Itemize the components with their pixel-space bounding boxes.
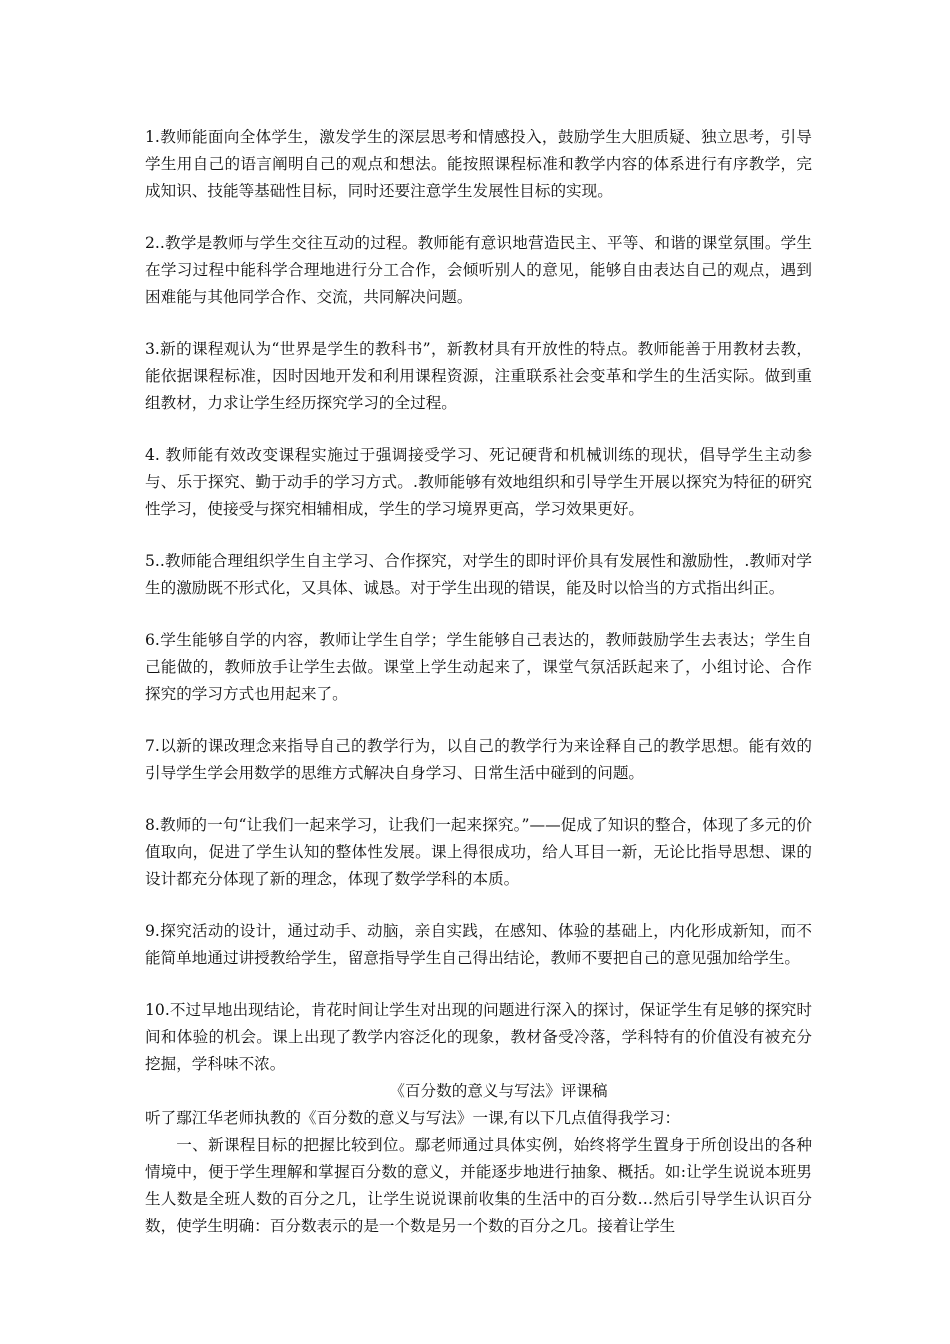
paragraph-2: 2..教学是教师与学生交往互动的过程。教师能有意识地营造民主、平等、和谐的课堂氛围。学生在学习过程中能科学合理地进行分工合作，会倾听别人的意见，能够自由表达自己的观点，遇到困难能与其他同学合作、交流，共同解决问题。 — [145, 234, 812, 306]
paragraph-6: 6.学生能够自学的内容，教师让学生自学；学生能够自己表达的，教师鼓励学生去表达；学生自己能做的，教师放手让学生去做。课堂上学生动起来了，课堂气氛活跃起来了，小组讨论、合作探究的学习方式也用起来了。 — [145, 631, 812, 703]
paragraph-5: 5..教师能合理组织学生自主学习、合作探究，对学生的即时评价具有发展性和激励性，.教师对学生的激励既不形式化，又具体、诚恳。对于学生出现的错误，能及时以恰当的方式指出纠正。 — [145, 552, 812, 597]
essay-body-paragraph: 一、新课程目标的把握比较到位。鄢老师通过具体实例，始终将学生置身于所创设出的各种情境中，便于学生理解和掌握百分数的意义，并能逐步地进行抽象、概括。如:让学生说说本班男生人数是全班人数的百分之几，让学生说说课前收集的生活中的百分数…然后引导学生认识百分数，使学生明确：百分数表示的是一个数是另一个数的百分之几。接着让学生 — [145, 1136, 812, 1235]
paragraph-1: 1.教师能面向全体学生，激发学生的深层思考和情感投入，鼓励学生大胆质疑、独立思考，引导学生用自己的语言阐明自己的观点和想法。能按照课程标准和教学内容的体系进行有序教学，完成知识、技能等基础性目标，同时还要注意学生发展性目标的实现。 — [145, 128, 812, 200]
paragraph-3: 3.新的课程观认为“世界是学生的教科书”，新教材具有开放性的特点。教师能善于用教材去教，能依据课程标准，因时因地开发和利用课程资源，注重联系社会变革和学生的生活实际。做到重组教材，力求让学生经历探究学习的全过程。 — [145, 340, 812, 412]
paragraph-4: 4. 教师能有效改变课程实施过于强调接受学习、死记硬背和机械训练的现状，倡导学生主动参与、乐于探究、勤于动手的学习方式。.教师能够有效地组织和引导学生开展以探究为特征的研究性学习，使接受与探究相辅相成，学生的学习境界更高，学习效果更好。 — [145, 446, 812, 518]
paragraph-10: 10.不过早地出现结论，肯花时间让学生对出现的问题进行深入的探讨，保证学生有足够的探究时间和体验的机会。课上出现了教学内容泛化的现象，教材备受冷落，学科特有的价值没有被充分挖掘，学科味不浓。 — [145, 1001, 812, 1073]
paragraph-7: 7.以新的课改理念来指导自己的教学行为，以自己的教学行为来诠释自己的教学思想。能有效的引导学生学会用数学的思维方式解决自身学习、日常生活中碰到的问题。 — [145, 737, 812, 782]
document-body — [145, 124, 812, 1240]
paragraph-8: 8.教师的一句“让我们一起来学习，让我们一起来探究。”——促成了知识的整合，体现了多元的价值取向，促进了学生认知的整体性发展。课上得很成功，给人耳目一新，无论比指导思想、课的设计都充分体现了新的理念，体现了数学学科的本质。 — [145, 816, 812, 888]
essay-intro: 听了鄢江华老师执教的《百分数的意义与写法》一课,有以下几点值得我学习： — [145, 1109, 681, 1127]
paragraph-9: 9.探究活动的设计，通过动手、动脑，亲自实践，在感知、体验的基础上，内化形成新知，而不能简单地通过讲授教给学生，留意指导学生自己得出结论，教师不要把自己的意见强加给学生。 — [145, 922, 812, 967]
essay-title: 《百分数的意义与写法》评课稿 — [389, 1082, 608, 1100]
